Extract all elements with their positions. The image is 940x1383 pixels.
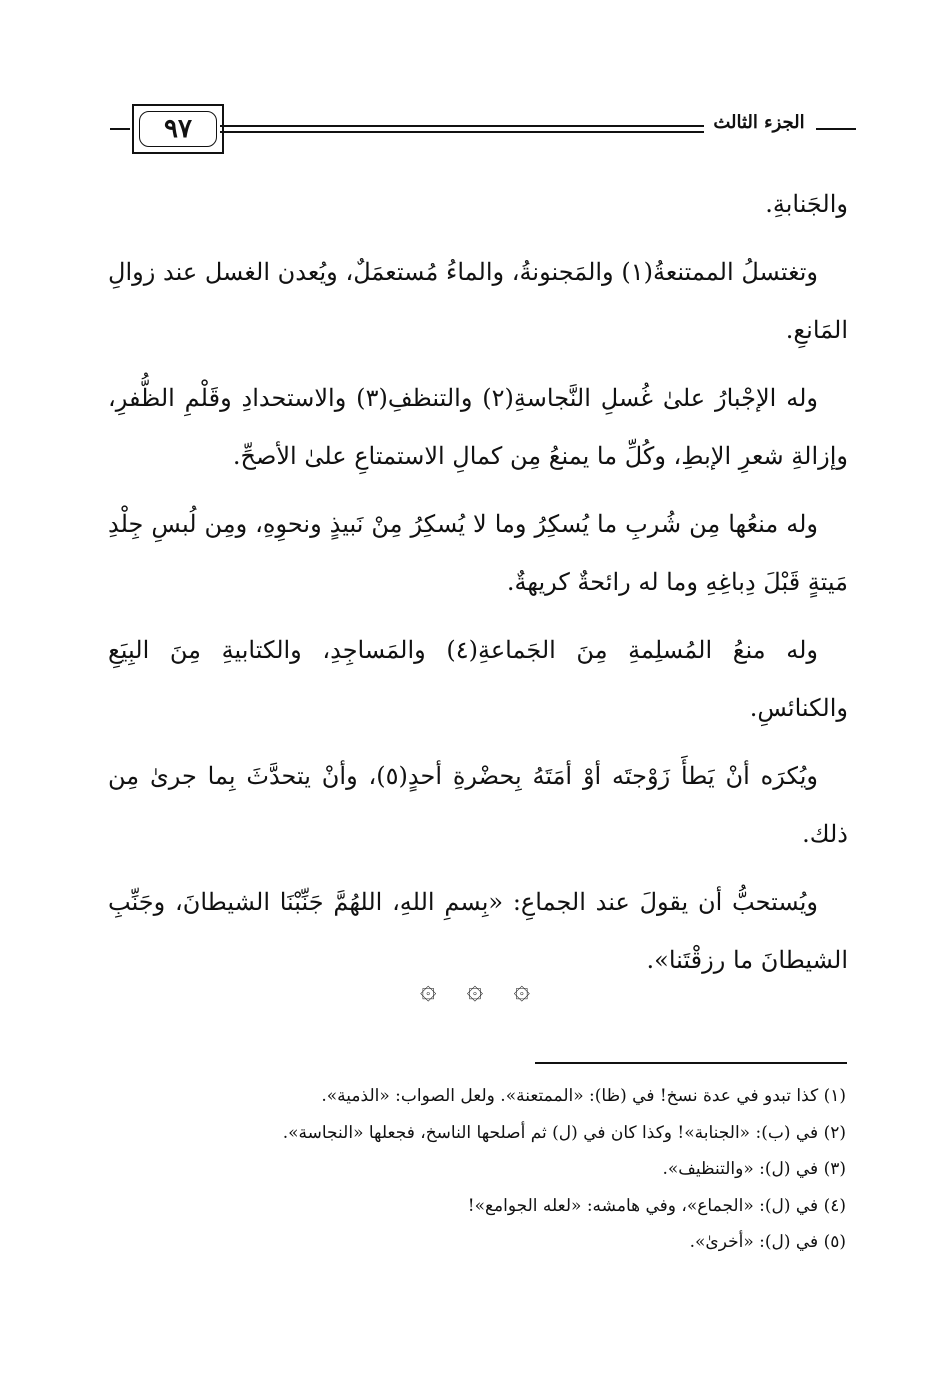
paragraph-3: وله الإجْبارُ علىٰ غُسلِ النَّجاسةِ(٢) والتنظفِ(٣) والاستحدادِ وقَلْمِ الظُّفرِ، وإزالةِ شعرِ الإبطِ، وكُلِّ ما يمنعُ مِن كمالِ الاستمتاعِ علىٰ الأصحِّ. (108, 384, 848, 470)
running-header (110, 100, 856, 160)
footnote-3: (٣) في (ل): «والتنظيف». (662, 1159, 846, 1179)
star-ornament-icon: ۞ (513, 971, 530, 1005)
paragraph-4: وله منعُها مِن شُربِ ما يُسكِرُ وما لا يُسكِرُ مِنْ نَبيذٍ ونحوِهِ، ومِن لُبسِ جِلْدِ مَيتةٍ قَبْلَ دِباغِهِ وما له رائحةٌ كريهةٌ. (108, 510, 848, 596)
header-double-rule (220, 125, 704, 133)
footnote-5: (٥) في (ل): «أخرىٰ». (689, 1232, 846, 1252)
header-rule-right (816, 128, 856, 130)
paragraph-6: ويُكرَه أنْ يَطأَ زَوْجتَه أوْ أمَتَهُ بِحضْرةِ أحدٍ(٥)، وأنْ يتحدَّثَ بِما جرىٰ مِن ذلك. (108, 762, 848, 848)
main-text (108, 175, 848, 999)
header-rule-left (110, 128, 130, 130)
footnote-1: (١) كذا تبدو في عدة نسخ! في (ظا): «الممتعنة». ولعل الصواب: «الذمية». (321, 1086, 846, 1106)
paragraph-2: وتغتسلُ الممتنعةُ(١) والمَجنونةُ، والماءُ مُستعمَلٌ، ويُعدن الغسل عند زوالِ المَانعِ. (108, 258, 848, 344)
section-divider-ornament (420, 968, 530, 1008)
footnotes (110, 1078, 846, 1261)
star-ornament-icon: ۞ (420, 971, 437, 1005)
page-number: ٩٧ (139, 111, 217, 147)
paragraph-5: وله منعُ المُسلِمةِ مِنَ الجَماعةِ(٤) والمَساجِدِ، والكتابيةِ مِنَ البِيَعِ والكنائسِ. (108, 636, 848, 722)
page-number-frame (132, 104, 224, 154)
star-ornament-icon: ۞ (466, 971, 484, 1005)
paragraph-7: ويُستحبُّ أن يقولَ عند الجماعِ: «بِسمِ اللهِ، اللهُمَّ جَنِّبْنَا الشيطانَ، وجَنِّبِ الشيطانَ ما رزقْتَنا». (108, 888, 848, 974)
running-title: الجزء الثالث (713, 112, 805, 133)
footnote-4: (٤) في (ل): «الجماع»، وفي هامشه: «لعله الجوامع»! (467, 1195, 846, 1216)
footnote-2: (٢) في (ب): «الجنابة»! وكذا كان في (ل) ثم أصلحها الناسخ، فجعلها «النجاسة». (282, 1122, 846, 1143)
paragraph-1: والجَنابةِ. (765, 190, 848, 218)
footnote-separator (535, 1062, 847, 1064)
